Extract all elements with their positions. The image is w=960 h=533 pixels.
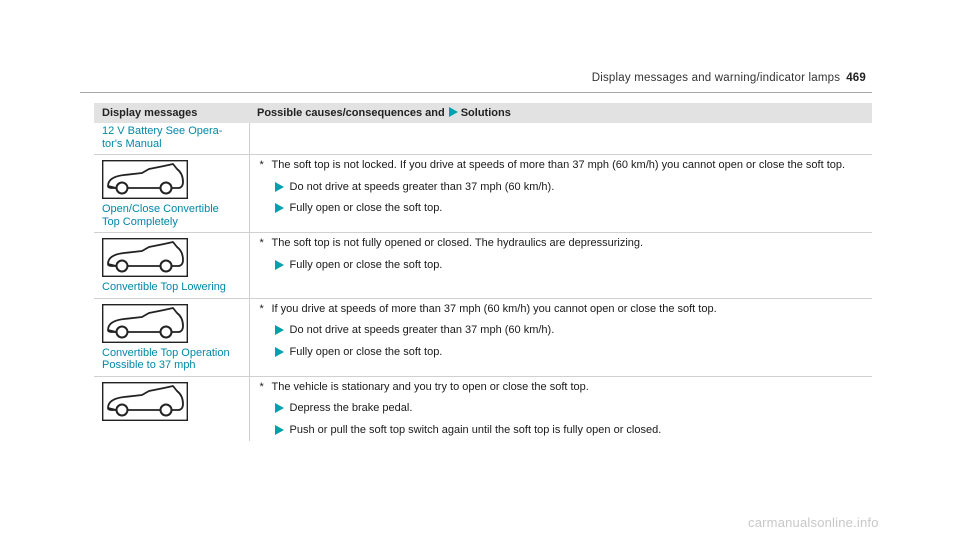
- asterisk-marker: *: [259, 380, 264, 393]
- display-message: Convertible Top Operation Possible to 37 mph: [102, 346, 230, 371]
- header-rule: [80, 92, 872, 93]
- header-title: Display messages and warning/indicator lamps: [591, 72, 841, 84]
- asterisk-marker: *: [259, 159, 264, 171]
- cause-cell: [249, 376, 872, 441]
- col-display-messages: Display messages: [94, 103, 249, 123]
- cause-cell: [249, 298, 872, 376]
- convertible-top-icon: [102, 382, 188, 421]
- arrow-bullet-icon: [449, 107, 458, 117]
- cause-item: * The soft top is not locked. If you drive at speeds of more than 37 mph (60 km/h) you cannot open or close the soft top.: [259, 159, 846, 171]
- asterisk-marker: *: [259, 302, 264, 315]
- convertible-top-icon: [102, 304, 188, 343]
- message-cell: [94, 123, 249, 155]
- col2-suffix: Solutions: [460, 107, 511, 119]
- page-header: [592, 72, 866, 84]
- table-row: [94, 123, 872, 155]
- table-row: [94, 233, 872, 299]
- arrow-bullet-icon: [275, 182, 284, 192]
- table-row: [94, 155, 872, 233]
- table-row: [94, 298, 872, 376]
- message-cell: [94, 298, 249, 376]
- message-cell: [94, 376, 249, 441]
- solution-item: Do not drive at speeds greater than 37 mph (60 km/h).: [258, 324, 865, 338]
- message-cell: [94, 233, 249, 299]
- arrow-bullet-icon: [275, 403, 284, 413]
- arrow-bullet-icon: [275, 425, 284, 435]
- convertible-top-icon: [102, 160, 188, 199]
- cause-item: * The vehicle is stationary and you try to open or close the soft top.: [259, 380, 589, 393]
- display-message: Convertible Top Lowering: [102, 281, 226, 293]
- arrow-bullet-icon: [275, 347, 284, 357]
- arrow-bullet-icon: [275, 325, 284, 335]
- page-number: 469: [846, 72, 866, 84]
- cause-cell: [249, 233, 872, 299]
- cause-cell: [249, 155, 872, 233]
- solution-item: Fully open or close the soft top.: [258, 202, 865, 216]
- convertible-top-icon: [102, 238, 188, 277]
- solution-item: Fully open or close the soft top.: [258, 259, 865, 273]
- solution-item: Do not drive at speeds greater than 37 mph (60 km/h).: [258, 181, 865, 195]
- asterisk-marker: *: [259, 237, 264, 249]
- display-message: 12 V Battery See Opera- tor's Manual: [102, 125, 223, 150]
- solution-item: Depress the brake pedal.: [258, 402, 865, 416]
- display-messages-table: [94, 103, 872, 441]
- col2-prefix: Possible causes/consequences and: [257, 107, 445, 119]
- cause-item: * If you drive at speeds of more than 37 mph (60 km/h) you cannot open or close the soft top.: [259, 302, 717, 315]
- watermark: carmanualsonline.info: [748, 515, 879, 530]
- arrow-bullet-icon: [275, 260, 284, 270]
- arrow-bullet-icon: [275, 203, 284, 213]
- display-message: Open/Close Convertible Top Completely: [102, 203, 219, 228]
- table-header-row: [94, 103, 872, 123]
- solution-item: Push or pull the soft top switch again until the soft top is fully open or closed.: [258, 424, 865, 438]
- solution-item: Fully open or close the soft top.: [258, 346, 865, 360]
- col-causes-solutions: [249, 103, 872, 123]
- message-cell: [94, 155, 249, 233]
- cause-item: * The soft top is not fully opened or closed. The hydraulics are depressurizing.: [259, 237, 644, 249]
- table-row: [94, 376, 872, 441]
- cause-cell: [249, 123, 872, 155]
